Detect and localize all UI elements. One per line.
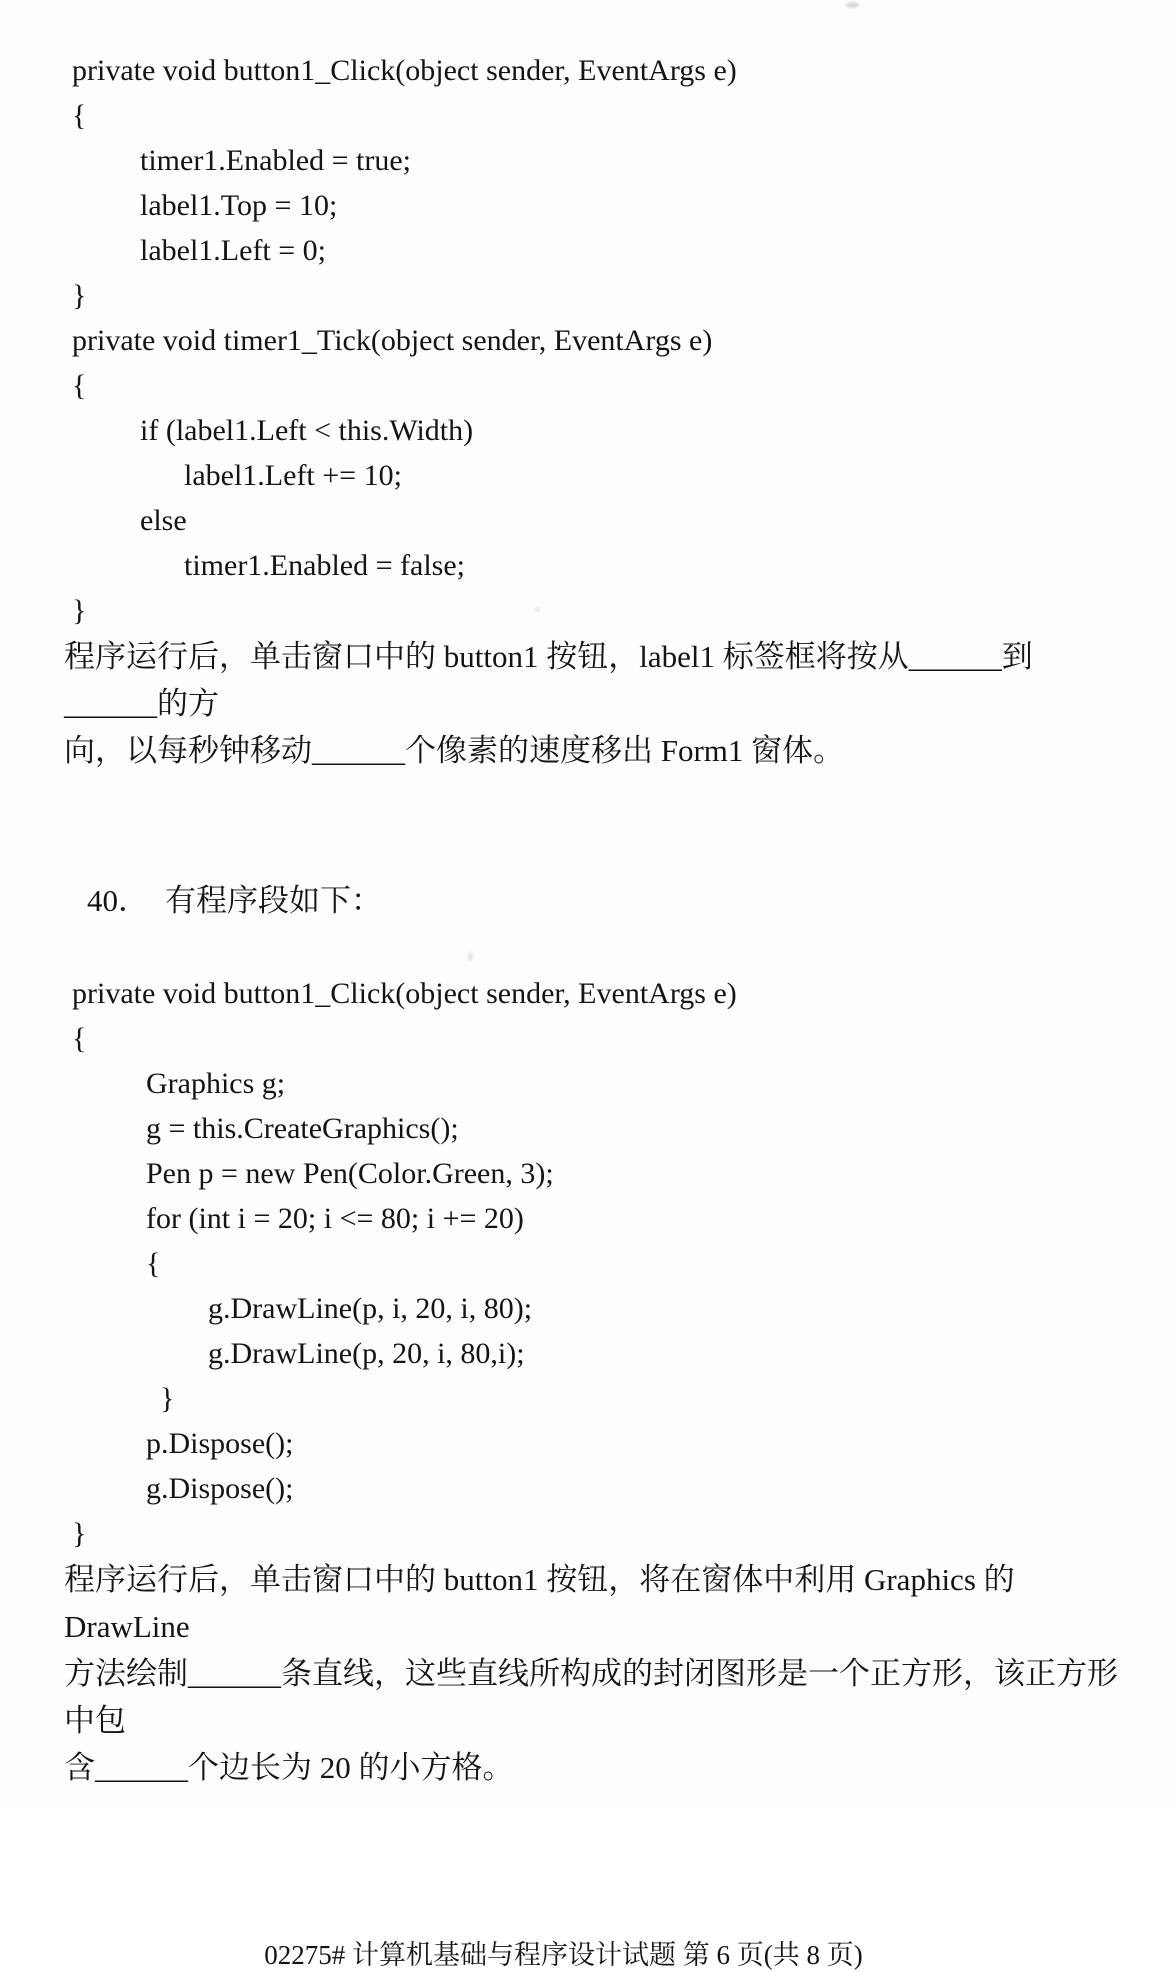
question-text: 程序运行后，单击窗口中的 button1 按钮，将在窗体中利用 Graphics 的 DrawLine [64,1562,1023,1644]
code-line: label1.Top = 10; [140,189,338,222]
question-text: 向，以每秒钟移动______个像素的速度移出 Form1 窗体。 [64,733,845,768]
code-line: g.Dispose(); [146,1472,294,1505]
question-39-block [0,48,1175,774]
code-line: { [72,1022,87,1055]
question-text: 程序运行后，单击窗口中的 button1 按钮，label1 标签框将按从______到______的方 [64,639,1033,721]
code-line: } [72,279,87,312]
code-line: { [72,99,87,132]
question-40-block [0,830,1175,1791]
code-line: g = this.CreateGraphics(); [146,1112,459,1145]
code-line: timer1.Enabled = false; [184,549,465,582]
code-line: { [72,369,87,402]
code-line: } [160,1382,175,1415]
scan-artifact [535,607,540,612]
code-line: private void button1_Click(object sender, EventArgs e) [72,977,737,1010]
code-line: } [72,594,87,627]
code-line: else [140,504,187,537]
code-line: p.Dispose(); [146,1427,294,1460]
code-line: Pen p = new Pen(Color.Green, 3); [146,1157,554,1190]
code-line: Graphics g; [146,1067,286,1100]
code-line: timer1.Enabled = true; [140,144,411,177]
question-heading [0,830,1175,971]
scan-artifact [468,952,473,961]
code-line: } [72,1517,87,1550]
page-footer: 02275# 计算机基础与程序设计试题 第 6 页(共 8 页) [264,1940,863,1970]
question-number: 40． [87,883,149,918]
scan-artifact [846,2,859,8]
question-text: 方法绘制______条直线，这些直线所构成的封闭图形是一个正方形，该正方形中包 [64,1656,1118,1738]
code-line: g.DrawLine(p, i, 20, i, 80); [208,1292,533,1325]
code-line: for (int i = 20; i <= 80; i += 20) [146,1202,524,1235]
code-line: private void button1_Click(object sender, EventArgs e) [72,54,737,87]
code-line: private void timer1_Tick(object sender, EventArgs e) [72,324,713,357]
code-line: { [146,1247,161,1280]
question-text: 含______个边长为 20 的小方格。 [64,1750,514,1785]
code-line: g.DrawLine(p, 20, i, 80,i); [208,1337,525,1370]
question-prompt: 有程序段如下： [165,883,382,918]
code-line: if (label1.Left < this.Width) [140,414,474,447]
code-line: label1.Left += 10; [184,459,402,492]
code-line: label1.Left = 0; [140,234,327,267]
